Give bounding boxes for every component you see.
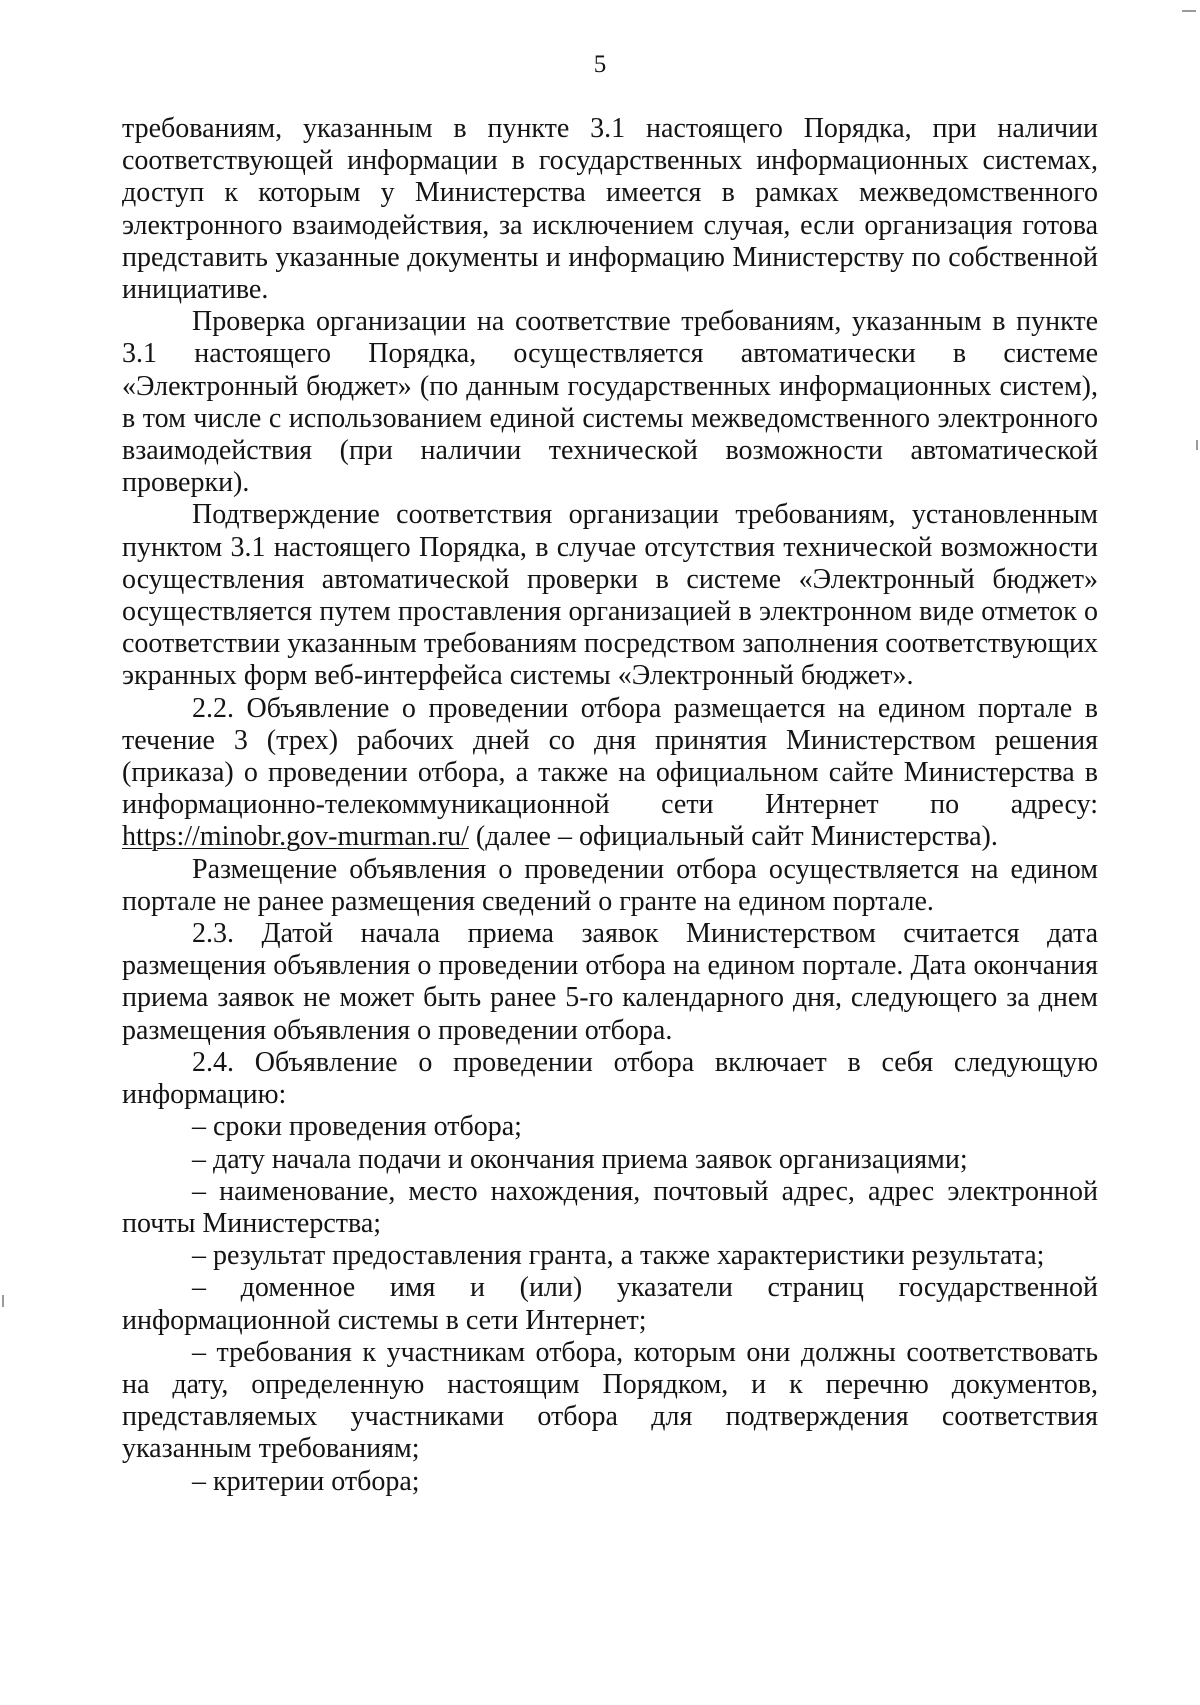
paragraph-2-2-text: 2.2. Объявление о проведении отбора размещается на едином портале в течение 3 (трех) рабочих дней со дня принятия Министерством решения (приказа) о проведении отбора, а также на официальном сайте Министерства в информационно-телекоммуникационной сети Интернет по адресу: (122, 692, 1098, 821)
list-item: – требования к участникам отбора, которым они должны соответствовать на дату, определенную настоящим Порядком, и к перечню документов, представляемых участниками отбора для подтверждения соответствия указанным требованиям; (122, 1336, 1098, 1465)
scan-artifact (1182, 10, 1196, 12)
page-number: 5 (593, 51, 607, 78)
list-item: – наименование, место нахождения, почтовый адрес, адрес электронной почты Министерства; (122, 1175, 1098, 1239)
list-item: – сроки проведения отбора; (192, 1111, 522, 1143)
paragraph-2-4: 2.4. Объявление о проведении отбора включает в себя следующую информацию: (122, 1046, 1098, 1111)
paragraph-continuation: требованиям, указанным в пункте 3.1 настоящего Порядка, при наличии соответствующей информации в государственных информационных системах, доступ к которым у Министерства имеется в рамках межведомственного электронного взаимодействия, за исключением случая, если организация готова представить указанные документы и информацию Министерству по собственной инициативе. (122, 113, 1098, 306)
list-item: – критерии отбора; (192, 1465, 420, 1497)
document-body (122, 113, 1098, 1498)
paragraph-2-2-tail: (далее – официальный сайт Министерства). (468, 821, 998, 853)
paragraph-2-3: 2.3. Датой начала приема заявок Министерством считается дата размещения объявления о проведении отбора на едином портале. Дата окончания приема заявок не может быть ранее 5-го календарного дня, следующего за днем размещения объявления о проведении отбора. (122, 918, 1098, 1046)
list-item: – доменное имя и (или) указатели страниц государственной информационной системы в сети Интернет; (122, 1272, 1098, 1336)
paragraph-2-2 (122, 693, 1098, 854)
scan-artifact (2, 1295, 4, 1307)
paragraph-verification: Проверка организации на соответствие требованиям, указанным в пункте 3.1 настоящего Порядка, осуществляется автоматически в системе «Электронный бюджет» (по данным государственных информационных систем), в том числе с использованием единой системы межведомственного электронного взаимодействия (при наличии технической возможности автоматической проверки). (122, 306, 1098, 499)
paragraph-placement: Размещение объявления о проведении отбора осуществляется на едином портале не ранее размещения сведений о гранте на едином портале. (122, 853, 1098, 917)
list-item: – дату начала подачи и окончания приема заявок организациями; (192, 1143, 968, 1175)
scan-artifact (1196, 440, 1198, 450)
paragraph-confirmation: Подтверждение соответствия организации требованиям, установленным пунктом 3.1 настоящего Порядка, в случае отсутствия технической возможности осуществления автоматической проверки в системе «Электронный бюджет» осуществляется путем проставления организацией в электронном виде отметок о соответствии указанным требованиям посредством заполнения соответствующих экранных форм веб-интерфейса системы «Электронный бюджет». (122, 499, 1098, 692)
ministry-website-link[interactable]: https://minobr.gov-murman.ru/ (122, 821, 469, 853)
list-item: – результат предоставления гранта, а также характеристики результата; (192, 1240, 1045, 1272)
